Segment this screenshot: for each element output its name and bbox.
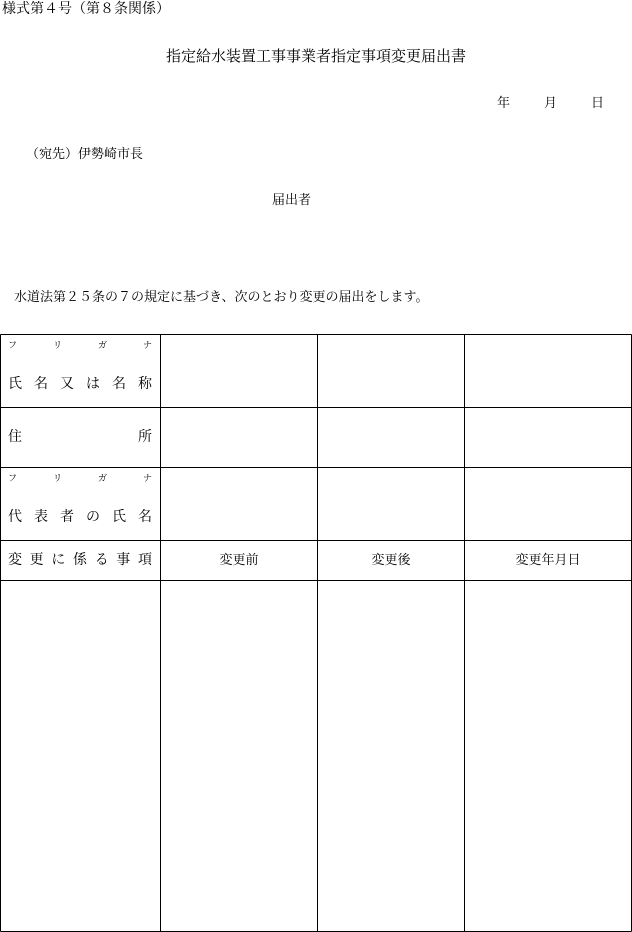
date-month-label: 月 xyxy=(544,96,558,111)
representative-after-cell[interactable] xyxy=(318,468,464,540)
representative-name-label: 代 表 者 の 氏 名 xyxy=(8,509,152,525)
date-year-label: 年 xyxy=(497,96,511,111)
change-before-cell[interactable] xyxy=(161,581,317,931)
address-label: 住 所 xyxy=(8,429,152,445)
furigana-label-name: フ リ ガ ナ xyxy=(8,341,152,351)
change-item-label: 変 更 に 係 る 事 項 xyxy=(8,552,152,568)
address-before-cell[interactable] xyxy=(161,408,317,467)
document-title: 指定給水装置工事事業者指定事項変更届出書 xyxy=(165,47,466,65)
representative-before-cell[interactable] xyxy=(161,468,317,540)
furigana-label-representative: フ リ ガ ナ xyxy=(8,474,152,484)
name-date-cell[interactable] xyxy=(465,335,631,407)
name-after-cell[interactable] xyxy=(318,335,464,407)
change-after-cell[interactable] xyxy=(318,581,464,931)
column-header-after: 変更後 xyxy=(371,553,411,568)
change-item-cell[interactable] xyxy=(1,581,160,931)
form-number: 様式第４号（第８条関係） xyxy=(2,1,170,17)
date-day-label: 日 xyxy=(591,96,605,111)
representative-date-cell[interactable] xyxy=(465,468,631,540)
notifier-label: 届出者 xyxy=(272,193,312,208)
address-after-cell[interactable] xyxy=(318,408,464,467)
name-or-title-label: 氏 名 又 は 名 称 xyxy=(8,376,152,392)
address-date-cell[interactable] xyxy=(465,408,631,467)
change-date-cell[interactable] xyxy=(465,581,631,931)
addressee: （宛先）伊勢崎市長 xyxy=(26,147,144,162)
name-before-cell[interactable] xyxy=(161,335,317,407)
column-header-change-date: 変更年月日 xyxy=(515,553,581,568)
statement-text: 水道法第２５条の７の規定に基づき、次のとおり変更の届出をします。 xyxy=(14,290,429,305)
column-header-before: 変更前 xyxy=(219,553,259,568)
